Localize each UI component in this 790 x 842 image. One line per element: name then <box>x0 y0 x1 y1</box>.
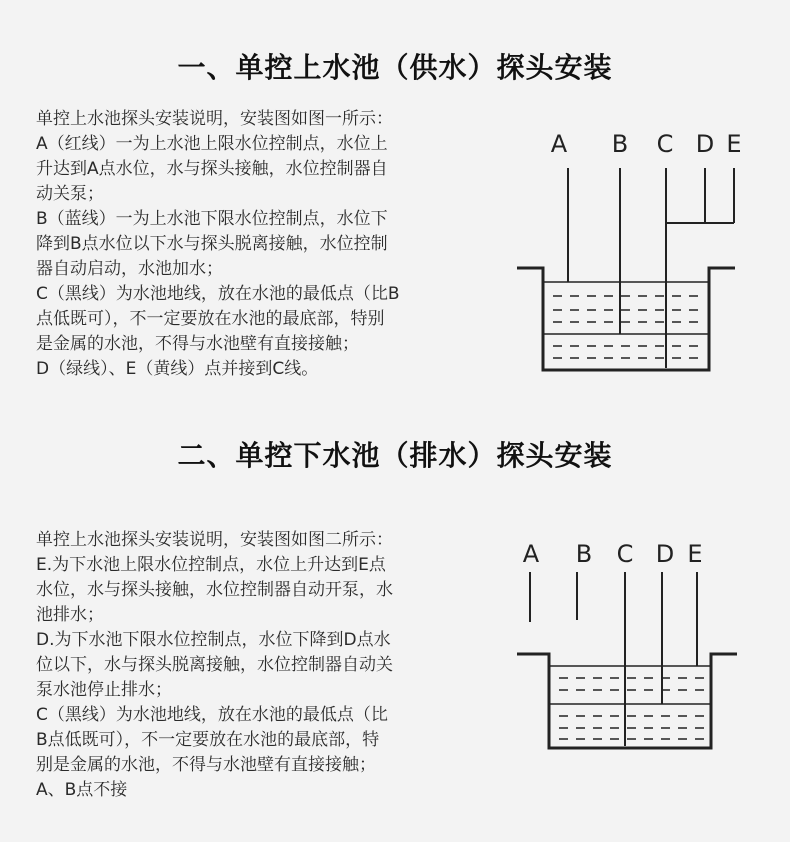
desc-line: E.为下水池上限水位控制点，水位上升达到E点 <box>36 555 386 575</box>
probe-label-e: E <box>687 540 703 568</box>
upper-tank-diagram <box>505 128 745 378</box>
probe-label-a: A <box>550 130 568 158</box>
desc-line: D（绿线）、E（黄线）点并接到C线。 <box>36 359 319 379</box>
tank-outline <box>517 268 735 370</box>
tank-outline <box>517 654 737 748</box>
probe-label-d: D <box>655 540 675 568</box>
section1-description <box>36 107 506 382</box>
section1-title: 一、单控上水池（供水）探头安装 <box>177 51 613 84</box>
probe-wires <box>530 572 697 746</box>
desc-line: B点低既可），不一定要放在水池的最底部，特 <box>36 730 380 750</box>
desc-line: 动关泵； <box>36 184 104 204</box>
desc-line: 别是金属的水池，不得与水池壁有直接接触； <box>36 755 376 775</box>
desc-line: 升达到A点水位，水与探头接触，水位控制器自 <box>36 159 388 179</box>
section2-description <box>36 528 506 803</box>
desc-line: A、B点不接 <box>36 780 128 800</box>
desc-line: 降到B点水位以下水与探头脱离接触，水位控制 <box>36 234 388 254</box>
desc-line: B（蓝线）一为上水池下限水位控制点，水位下 <box>36 209 388 229</box>
desc-line: 水位，水与探头接触，水位控制器自动开泵，水 <box>36 580 393 600</box>
probe-label-c: C <box>616 540 634 568</box>
lower-tank-diagram <box>505 536 745 760</box>
probe-label-d: D <box>695 130 715 158</box>
probe-label-a: A <box>522 540 540 568</box>
desc-line: 是金属的水池，不得与水池壁有直接接触； <box>36 334 359 354</box>
water-levels <box>549 666 711 739</box>
desc-line: 器自动启动，水池加水； <box>36 259 223 279</box>
desc-line: 单控上水池探头安装说明，安装图如图二所示： <box>36 530 393 550</box>
water-levels <box>543 282 709 358</box>
probe-label-b: B <box>611 130 629 158</box>
desc-line: 点低既可），不一定要放在水池的最底部，特别 <box>36 309 385 329</box>
desc-line: 位以下，水与探头脱离接触，水位控制器自动关 <box>36 655 393 675</box>
probe-label-e: E <box>726 130 742 158</box>
probe-label-c: C <box>656 130 674 158</box>
probe-label-b: B <box>575 540 593 568</box>
desc-line: 单控上水池探头安装说明，安装图如图一所示： <box>36 109 393 129</box>
desc-line: A（红线）一为上水池上限水位控制点，水位上 <box>36 134 388 154</box>
desc-line: C（黑线）为水池地线，放在水池的最低点（比 <box>36 705 388 725</box>
desc-line: C（黑线）为水池地线，放在水池的最低点（比B <box>36 284 400 304</box>
desc-line: D.为下水池下限水位控制点，水位下降到D点水 <box>36 630 391 650</box>
desc-line: 池排水； <box>36 605 104 625</box>
desc-line: 泵水池停止排水； <box>36 680 172 700</box>
section2-title: 二、单控下水池（排水）探头安装 <box>177 439 613 472</box>
